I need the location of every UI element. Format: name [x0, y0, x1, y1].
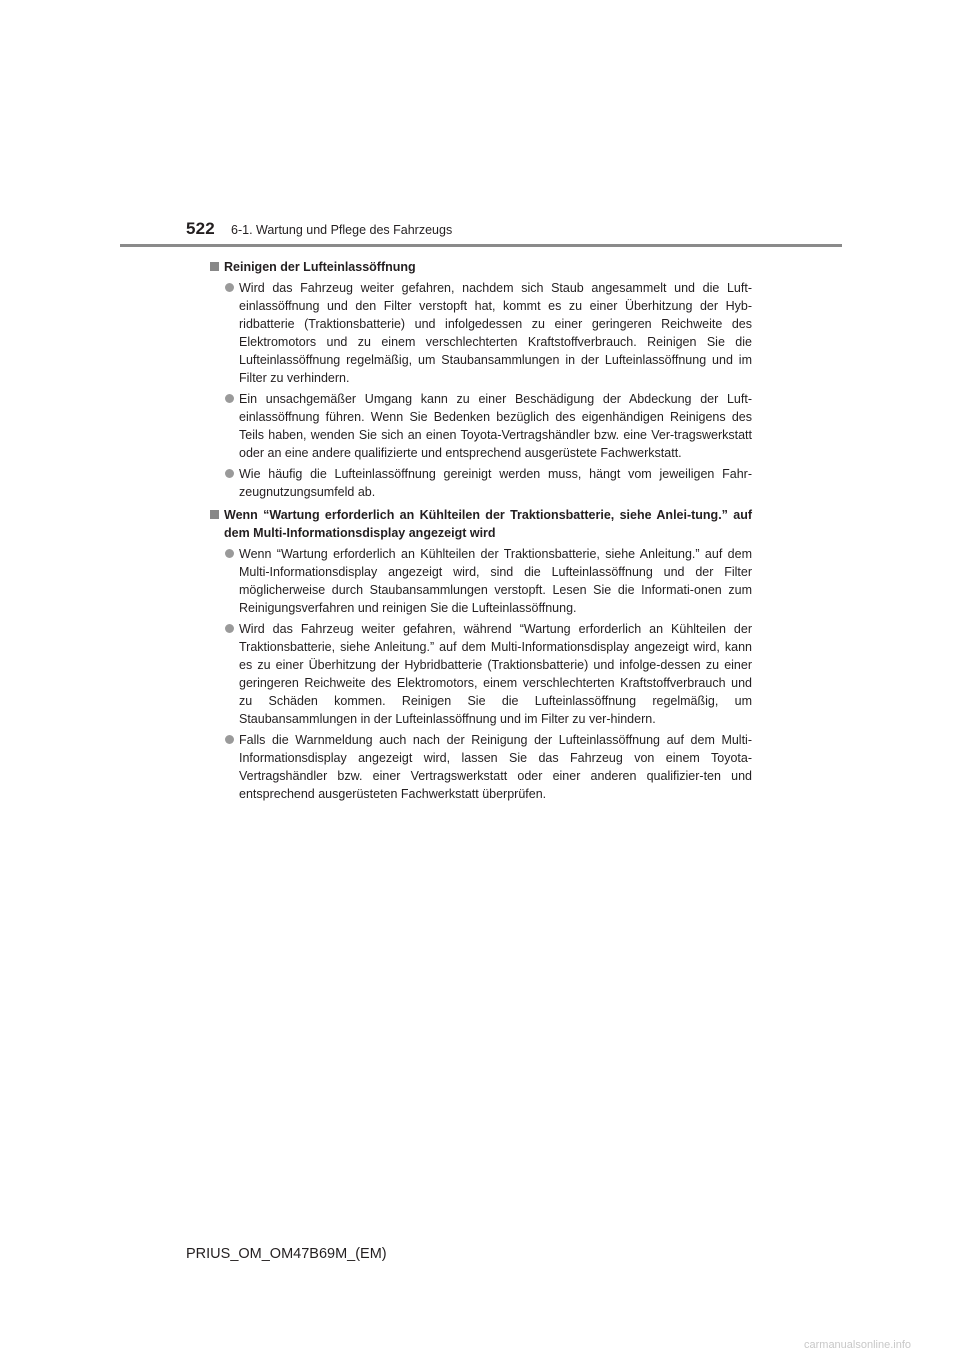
round-bullet-icon: [225, 283, 234, 292]
round-bullet-icon: [225, 735, 234, 744]
watermark: carmanualsonline.info: [804, 1339, 912, 1351]
square-bullet-icon: [210, 510, 219, 519]
section-air-intake-cleaning: [210, 258, 752, 501]
bullet-item: [210, 390, 752, 462]
bullet-item: [210, 465, 752, 501]
section-heading: [210, 258, 752, 276]
round-bullet-icon: [225, 624, 234, 633]
bullet-text: Ein unsachgemäßer Umgang kann zu einer Beschädigung der Abdeckung der Luft-einlassöffnung führen. Wenn Sie Bedenken bezüglich des eigenhändigen Reinigens des Teils haben, wenden Sie sich an einen Toyota-Vertragshändler bzw. eine Ver-tragswerkstatt oder an eine andere qualifizierte und entsprechend ausgerüstete Fachwerkstatt.: [239, 392, 752, 460]
page-number: 522: [186, 219, 215, 238]
square-bullet-icon: [210, 262, 219, 271]
section-heading: [210, 506, 752, 542]
footer-doc-code: PRIUS_OM_OM47B69M_(EM): [186, 1246, 387, 1262]
round-bullet-icon: [225, 549, 234, 558]
round-bullet-icon: [225, 469, 234, 478]
bullet-item: [210, 731, 752, 803]
bullet-item: [210, 545, 752, 617]
section-maintenance-warning: [210, 506, 752, 803]
bullet-text: Wird das Fahrzeug weiter gefahren, während “Wartung erforderlich an Kühlteilen der Traktionsbatterie, siehe Anleitung.” auf dem Multi-Informationsdisplay angezeigt wird, kann es zu einer Überhitzung der Hybridbatterie (Traktionsbatterie) und infolge-dessen zu einer geringeren Reichweite des Elektromotors, einem verschlechterten Kraftstoffverbrauch und zu Schäden kommen. Reinigen Sie die Lufteinlassöffnung regelmäßig, um Staubansammlungen in der Lufteinlassöffnung und im Filter zu ver-hindern.: [239, 622, 752, 726]
header-rule: [120, 244, 842, 247]
bullet-text: Wie häufig die Lufteinlassöffnung gereinigt werden muss, hängt vom jeweiligen Fahr-zeugnutzungsumfeld ab.: [239, 467, 752, 499]
content: [210, 253, 752, 806]
bullet-item: [210, 620, 752, 728]
bullet-text: Wenn “Wartung erforderlich an Kühlteilen der Traktionsbatterie, siehe Anleitung.” auf dem Multi-Informationsdisplay angezeigt wird, sind die Lufteinlassöffnung und der Filter möglicherweise durch Staubansammlungen verstopft. Lesen Sie die Informati-onen zum Reinigungsverfahren und reinigen Sie die Lufteinlassöffnung.: [239, 547, 752, 615]
section-title: 6-1. Wartung und Pflege des Fahrzeugs: [231, 223, 453, 237]
round-bullet-icon: [225, 394, 234, 403]
heading-text: Wenn “Wartung erforderlich an Kühlteilen der Traktionsbatterie, siehe Anlei-tung.” auf dem Multi-Informationsdisplay angezeigt wird: [224, 508, 752, 540]
heading-text: Reinigen der Lufteinlassöffnung: [224, 260, 416, 274]
bullet-text: Falls die Warnmeldung auch nach der Reinigung der Lufteinlassöffnung auf dem Multi-Informationsdisplay angezeigt wird, lassen Sie das Fahrzeug von einem Toyota-Vertragshändler bzw. einer Vertragswerkstatt oder einer anderen qualifizier-ten und entsprechend ausgerüsteten Fachwerkstatt überprüfen.: [239, 733, 752, 801]
bullet-text: Wird das Fahrzeug weiter gefahren, nachdem sich Staub angesammelt und die Luft-einlassöffnung und den Filter verstopft hat, kommt es zu einer Überhitzung der Hyb-ridbatterie (Traktionsbatterie) und infolgedessen zu einer geringeren Reichweite des Elektromotors und zu einem verschlechterten Kraftstoffverbrauch. Reinigen Sie die Lufteinlassöffnung regelmäßig, um Staubansammlungen in der Lufteinlassöffnung und im Filter zu verhindern.: [239, 281, 752, 385]
bullet-item: [210, 279, 752, 387]
